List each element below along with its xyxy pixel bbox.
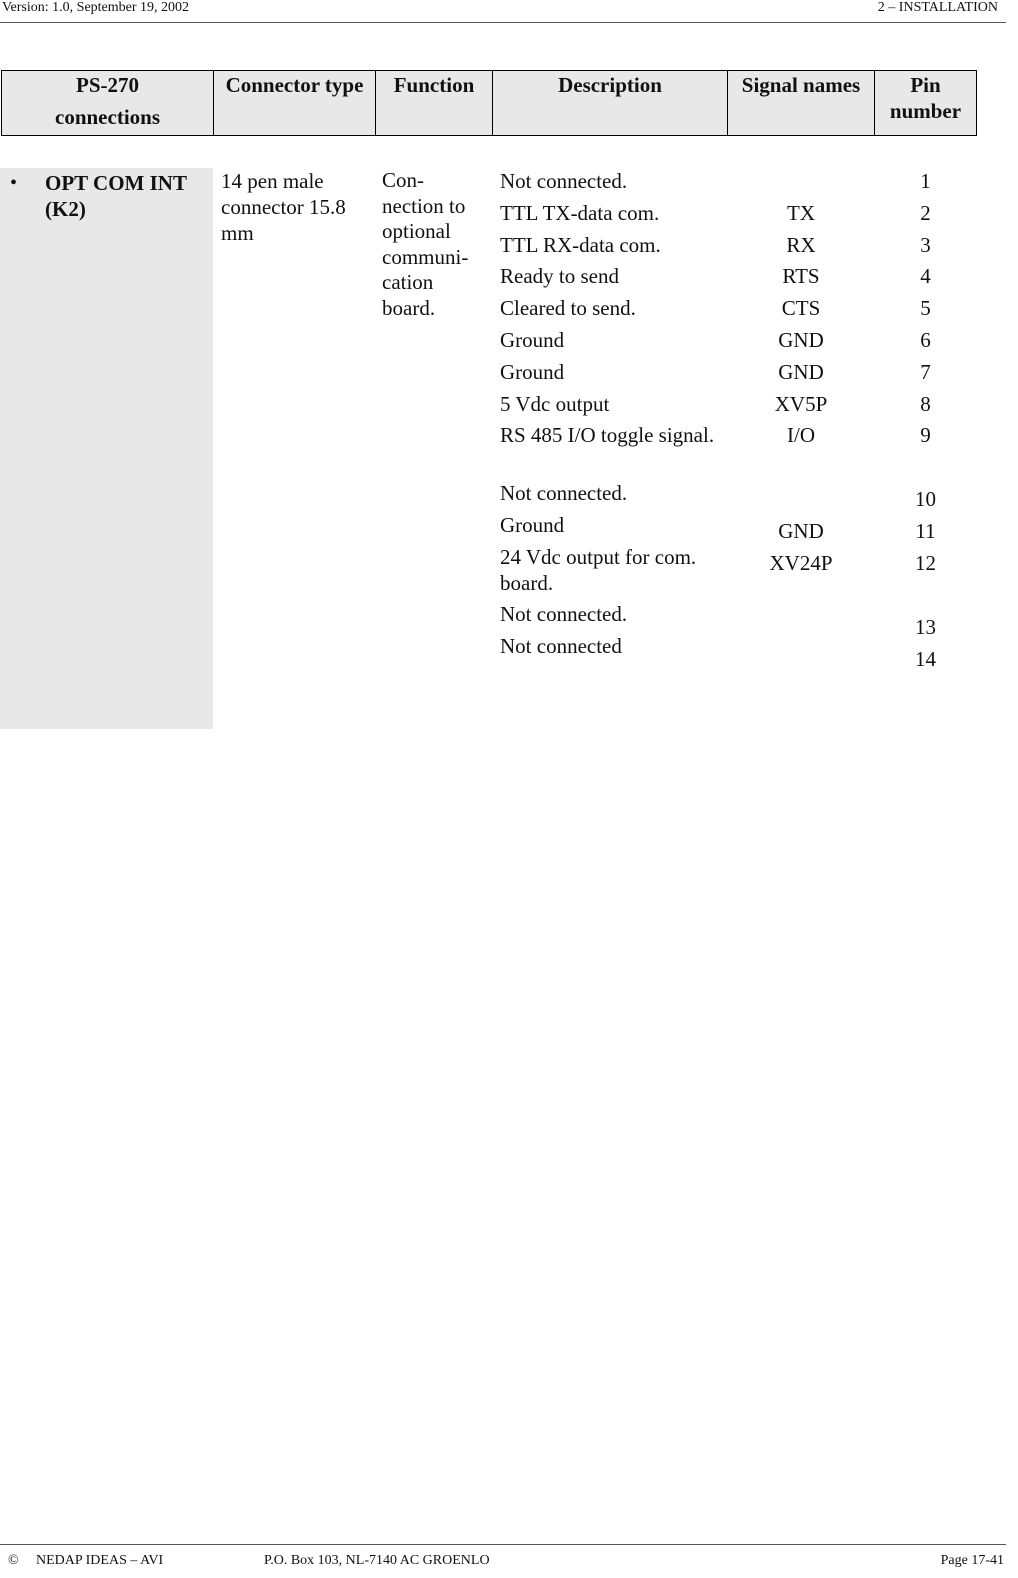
description-12: 24 Vdc output for com. board.: [500, 545, 697, 595]
description-5: Cleared to send.: [500, 296, 636, 320]
column-header-function: Function: [376, 71, 493, 135]
pin-6: 6: [920, 328, 931, 352]
pin-14: 14: [915, 647, 936, 671]
table-header: [1, 70, 977, 136]
description-1: Not connected.: [500, 169, 628, 193]
signal-6: GND: [778, 328, 824, 352]
pin-7: 7: [920, 360, 931, 384]
company-address: P.O. Box 103, NL-7140 AC GROENLO: [264, 1553, 490, 1568]
column-header-description: Description: [493, 71, 728, 135]
pin-11: 11: [915, 519, 936, 543]
column-header-connector-type: Connector type: [214, 71, 376, 135]
description-14: Not connected: [500, 634, 622, 658]
pin-2: 2: [920, 201, 931, 225]
signal-5: CTS: [781, 296, 821, 320]
signal-11: GND: [778, 519, 824, 543]
description-8: 5 Vdc output: [500, 392, 610, 416]
pin-5: 5: [920, 296, 931, 320]
signal-2: TX: [787, 201, 815, 225]
description-3: TTL RX-data com.: [500, 233, 661, 257]
signal-8: XV5P: [774, 392, 828, 416]
connection-cell: [0, 168, 213, 729]
column-header-connections: PS-270 connections: [2, 71, 214, 135]
company-name: NEDAP IDEAS – AVI: [36, 1553, 164, 1568]
pin-8: 8: [920, 392, 931, 416]
version-label: Version: 1.0, September 19, 2002: [2, 0, 190, 15]
description-6: Ground: [500, 328, 565, 352]
signal-9: I/O: [787, 423, 815, 447]
description-9: RS 485 I/O toggle signal.: [500, 423, 715, 447]
connection-name: OPT COM INT (K2): [45, 171, 187, 221]
pin-13: 13: [915, 615, 936, 639]
section-label: 2 – INSTALLATION: [877, 0, 998, 15]
bullet-icon: •: [10, 172, 18, 194]
description-2: TTL TX-data com.: [500, 201, 660, 225]
description-7: Ground: [500, 360, 565, 384]
page-header: [0, 0, 1006, 23]
description-10: Not connected.: [500, 481, 628, 505]
pin-12: 12: [915, 551, 936, 575]
signal-7: GND: [778, 360, 824, 384]
pin-1: 1: [920, 169, 931, 193]
page-number: Page 17-41: [940, 1553, 1004, 1568]
column-header-signal-names: Signal names: [728, 71, 875, 135]
signal-4: RTS: [782, 264, 820, 288]
connector-type-cell: 14 pen male connector 15.8 mm: [221, 169, 346, 245]
description-13: Not connected.: [500, 602, 628, 626]
column-header-pin-number: Pin number: [889, 73, 962, 123]
page-footer: [0, 1544, 1006, 1578]
description-11: Ground: [500, 513, 565, 537]
pin-9: 9: [920, 423, 931, 447]
function-cell: Con- nection to optional communi- cation board.: [382, 168, 469, 320]
pin-3: 3: [920, 233, 931, 257]
pin-10: 10: [915, 487, 936, 511]
signal-12: XV24P: [769, 551, 833, 575]
description-4: Ready to send: [500, 264, 619, 288]
pin-4: 4: [920, 264, 931, 288]
copyright-symbol: ©: [8, 1553, 19, 1568]
signal-3: RX: [786, 233, 816, 257]
